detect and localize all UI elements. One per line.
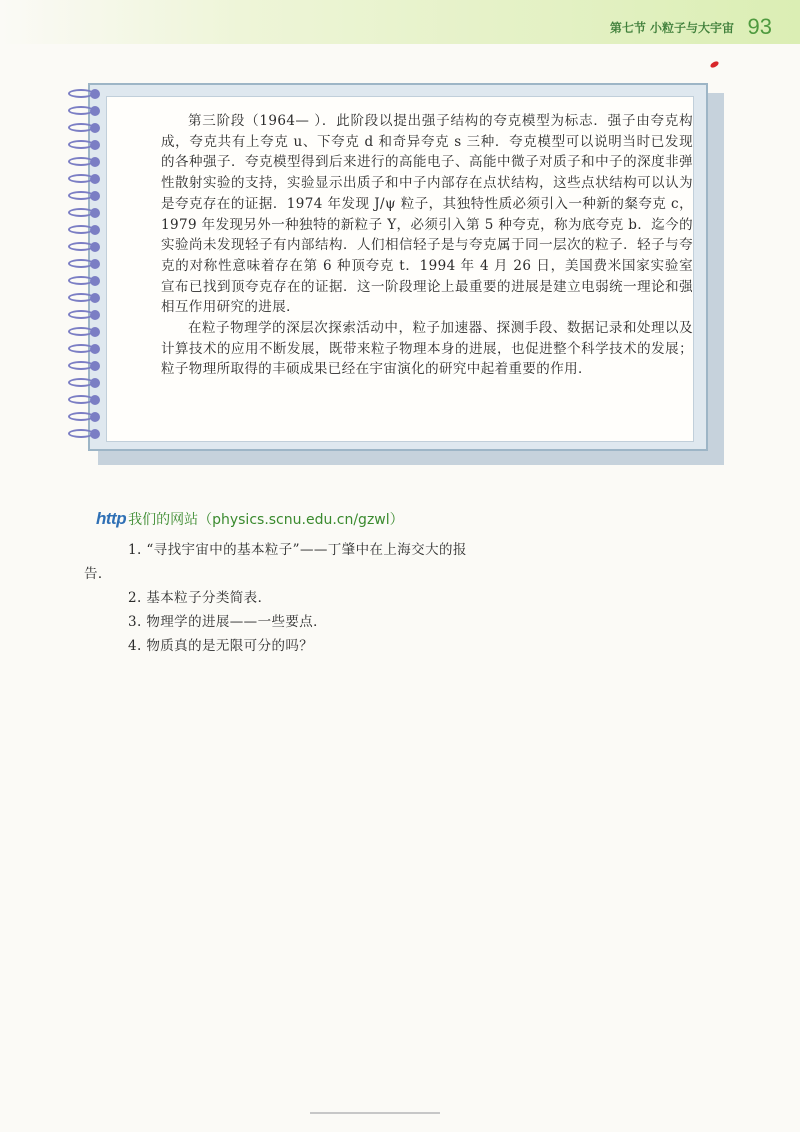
footer-divider <box>310 1112 440 1114</box>
page-number: 93 <box>747 14 772 39</box>
website-title: 我们的网站 <box>128 512 199 528</box>
spiral-ring <box>66 274 106 288</box>
spiral-ring <box>66 138 106 152</box>
spiral-ring <box>66 427 106 441</box>
red-mark <box>709 60 719 69</box>
link-item[interactable]: 3. 物理学的进展——一些要点． <box>128 614 328 630</box>
spiral-ring <box>66 342 106 356</box>
website-heading <box>96 509 404 529</box>
spiral-ring <box>66 291 106 305</box>
spiral-ring <box>66 223 106 237</box>
link-item[interactable]: 1. “寻找宇宙中的基本粒子”——丁肇中在上海交大的报 <box>128 542 467 558</box>
spiral-ring <box>66 376 106 390</box>
notebook-paper <box>106 96 694 442</box>
spiral-ring <box>66 206 106 220</box>
spiral-ring <box>66 257 106 271</box>
spiral-ring <box>66 359 106 373</box>
spiral-ring <box>66 240 106 254</box>
spiral-ring <box>66 189 106 203</box>
spiral-ring <box>66 121 106 135</box>
paragraph-particle-physics: 在粒子物理学的深层次探索活动中，粒子加速器、探测手段、数据记录和处理以及计算技术的应用不断发展，既带来粒子物理本身的进展，也促进整个科学技术的发展；粒子物理所取得的丰硕成果已经在宇宙演化的研究中起着重要的作用． <box>161 320 693 378</box>
link-item[interactable]: 2. 基本粒子分类简表． <box>128 590 272 606</box>
spiral-ring <box>66 104 106 118</box>
spiral-ring <box>66 410 106 424</box>
spiral-ring <box>66 393 106 407</box>
link-item[interactable]: 4. 物质真的是无限可分的吗？ <box>128 638 314 654</box>
link-list <box>84 538 564 658</box>
spiral-ring <box>66 172 106 186</box>
link-item-continuation[interactable]: 告． <box>84 566 112 582</box>
spiral-ring <box>66 308 106 322</box>
spiral-ring <box>66 155 106 169</box>
spiral-ring <box>66 87 106 101</box>
http-icon: http <box>96 509 127 528</box>
website-url[interactable]: （physics.scnu.edu.cn/gzwl） <box>198 512 404 528</box>
section-title: 第七节 小粒子与大宇宙 <box>609 21 734 35</box>
spiral-binding <box>66 85 110 457</box>
notebook-text <box>161 111 693 380</box>
spiral-ring <box>66 325 106 339</box>
notebook-frame <box>88 83 708 451</box>
notebook-panel <box>88 83 712 461</box>
paragraph-quark-stage: 第三阶段（1964— ）．此阶段以提出强子结构的夸克模型为标志．强子由夸克构成，夸克共有上夸克 u、下夸克 d 和奇异夸克 s 三种．夸克模型可以说明当时已发现的各种强子．夸克模型得到后来进行的高能电子、高能中微子对质子和中子的深度非弹性散射实验的支持，实验显示出质子和中子内部存在点状结构，这些点状结构可以认为是夸克存在的证据．1974 年发现 J/ψ 粒子，其独特性质必须引入一种新的粲夸克 c，1979 年发现另外一种独特的新粒子 Υ，必须引入第 5 种夸克，称为底夸克 b．迄今的实验尚未发现轻子有内部结构．人们相信轻子是与夸克属于同一层次的粒子．轻子与夸克的对称性意味着存在第 6 种顶夸克 t．1994 年 4 月 26 日，美国费米国家实验室宣布已找到顶夸克存在的证据．这一阶段理论上最重要的进展是建立电弱统一理论和强相互作用研究的进展． <box>161 113 693 316</box>
